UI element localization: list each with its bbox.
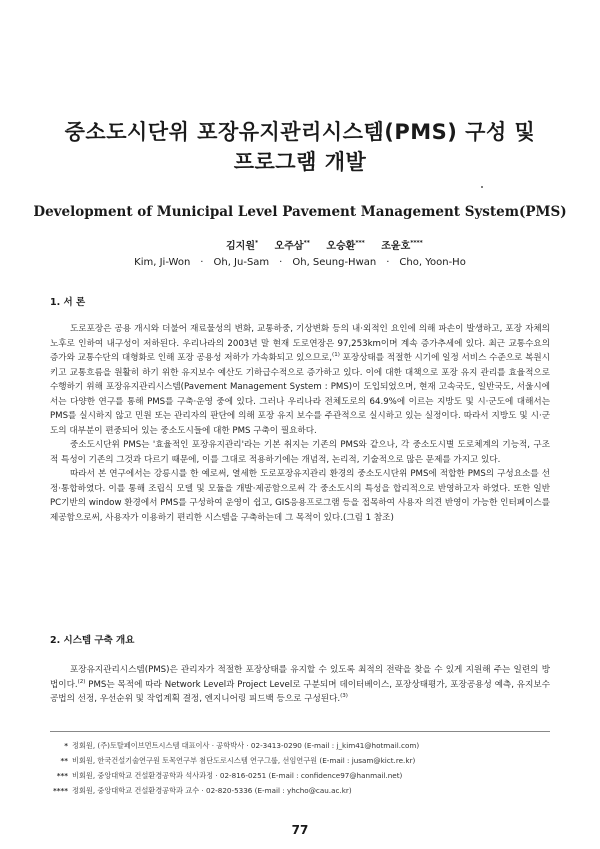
english-title: Development of Municipal Level Pavement Management System(PMS) — [33, 204, 567, 220]
english-author: Kim, Ji-Won — [134, 257, 191, 268]
section-2-body — [50, 663, 550, 707]
footnote-text: 비회원, 한국건설기술연구원 토목연구부 첨단도로시스템 연구그룹, 선임연구원 (E-mail : jusam@kict.re.kr) — [72, 756, 416, 765]
footnote-text: 정회원, (주)토탈페이브먼트시스템 대표이사 · 공학박사 · 02-3413-0290 (E-mail : j_kim41@hotmail.com) — [72, 741, 420, 750]
author-separator: · — [386, 257, 390, 268]
footnote-mark: * — [64, 741, 68, 750]
english-author: Cho, Yoon-Ho — [399, 257, 466, 268]
section-1-paragraph-3: 따라서 본 연구에서는 강릉시를 한 예로써, 열세한 도로포장유지관리 환경의 중소도시단위 PMS에 적합한 PMS의 구성요소를 선정·통합하였다. 이를 통해 조립식 모델 및 모듈을 개발·제공함으로써 각 중소도시의 특성을 합리적으로 반영하고자 하였다. 또한 일반 PC기반의 window 환경에서 PMS를 구성하여 운영이 쉽고, GIS응용프로그램 등을 접목하여 사용자 의견 반영이 가능한 인터페이스를 제공함으로써, 사용자가 이용하기 편리한 시스템을 구축하는데 그 목적이 있다.(그림 1 참조) — [50, 469, 550, 523]
footnote-mark: *** — [56, 771, 68, 780]
korean-title-line-2: 프로그램 개발 — [233, 150, 367, 174]
korean-title-line-1: 중소도시단위 포장유지관리시스템(PMS) 구성 및 — [64, 120, 536, 144]
footnote — [50, 783, 550, 798]
footnote — [50, 768, 550, 783]
korean-author-list — [226, 237, 436, 252]
korean-author: 김지원* — [226, 239, 259, 252]
section-2-paragraph: 포장유지관리시스템(PMS)은 관리자가 적절한 포장상태를 유지할 수 있도록 최적의 전략을 찾을 수 있게 지원해 주는 일련의 방법이다.$^{(2)}$ PMS는 목적에 따라 Network Level과 Project Level로 구분되며 데이터베이스, 포장상태평가, 포장공용성 예측, 유지보수공법의 선정, 우선순위 및 작업계획 결정, 엔지니어링 피드백 등으로 구성된다.$^{(3)}$ — [50, 665, 550, 704]
section-1-body — [50, 322, 550, 525]
footnote-text: 정회원, 중앙대학교 건설환경공학과 교수 · 02-820-5336 (E-mail : yhcho@cau.ac.kr) — [72, 786, 352, 795]
footnote — [50, 753, 550, 768]
footnote-mark: ** — [60, 756, 68, 765]
english-author: Oh, Ju-Sam — [213, 257, 270, 268]
decorative-dot — [481, 186, 483, 188]
korean-author: 오주삼** — [274, 239, 310, 252]
reference-marker: (3) — [340, 693, 348, 700]
english-author-list — [0, 257, 600, 268]
author-separator: · — [279, 257, 283, 268]
section-1-paragraph-1: 도로포장은 공용 개시와 더불어 재료물성의 변화, 교통하중, 기상변화 등의 내·외적인 요인에 의해 파손이 발생하고, 포장 자체의 노후로 인하여 내구성이 저하된다. 우리나라의 2003년 말 현재 도로연장은 97,253km이며 계속 증가추세에 있다. 최근 교통수요의 증가와 교통수단의 대형화로 인해 포장 공용성 저하가 가속화되고 있으므로,$^{(1)}$ 포장상태를 적절한 시기에 일정 서비스 수준으로 복원시키고 교통흐름을 원활히 하기 위한 유지보수 예산도 기하급수적으로 증가하고 있다. 이에 대한 대책으로 포장 유지 관리를 효율적으로 수행하기 위해 포장유지관리시스템(Pavement Management System : PMS)이 도입되었으며, 현재 고속국도, 일반국도, 서울시에서는 다양한 연구를 통해 PMS를 구축·운영 중에 있다. 그러나 우리나라 전체도로의 64.9%에 이르는 지방도 및 시·군도에 대해서는 PMS를 실시하지 않고 민원 또는 관리자의 판단에 의해 포장 유지 보수를 주관적으로 실시하고 있는 실정이다. 따라서 지방도 및 시·군도의 대부분이 편중되어 있는 중소도시들에 대한 PMS 구축이 필요하다. — [50, 324, 550, 436]
page-number: 77 — [291, 823, 309, 837]
author-separator: · — [200, 257, 204, 268]
footnote-text: 비회원, 중앙대학교 건설환경공학과 석사과정 · 02-816-0251 (E-mail : confidence97@hanmail.net) — [72, 771, 403, 780]
section-2-heading: 2. 시스템 구축 개요 — [50, 635, 135, 646]
section-1-heading: 1. 서 론 — [50, 297, 86, 308]
reference-marker: (1) — [332, 352, 340, 359]
author-footnotes — [50, 731, 550, 798]
section-1-paragraph-2: 중소도시단위 PMS는 '효율적인 포장유지관리'라는 기본 취지는 기존의 PMS와 같으나, 각 중소도시별 도로체계의 기능적, 구조적 특성이 기존의 그것과 다르기 때문에, 이를 그대로 적용하기에는 개념적, 논리적, 기술적으로 많은 문제를 가지고 있다. — [50, 440, 550, 465]
reference-marker: (2) — [77, 678, 86, 685]
korean-author: 오승환*** — [326, 239, 365, 252]
korean-author: 조윤호**** — [381, 239, 423, 252]
footnote-mark: **** — [52, 786, 68, 795]
footnote — [50, 738, 550, 753]
english-author: Oh, Seung-Hwan — [292, 257, 377, 268]
